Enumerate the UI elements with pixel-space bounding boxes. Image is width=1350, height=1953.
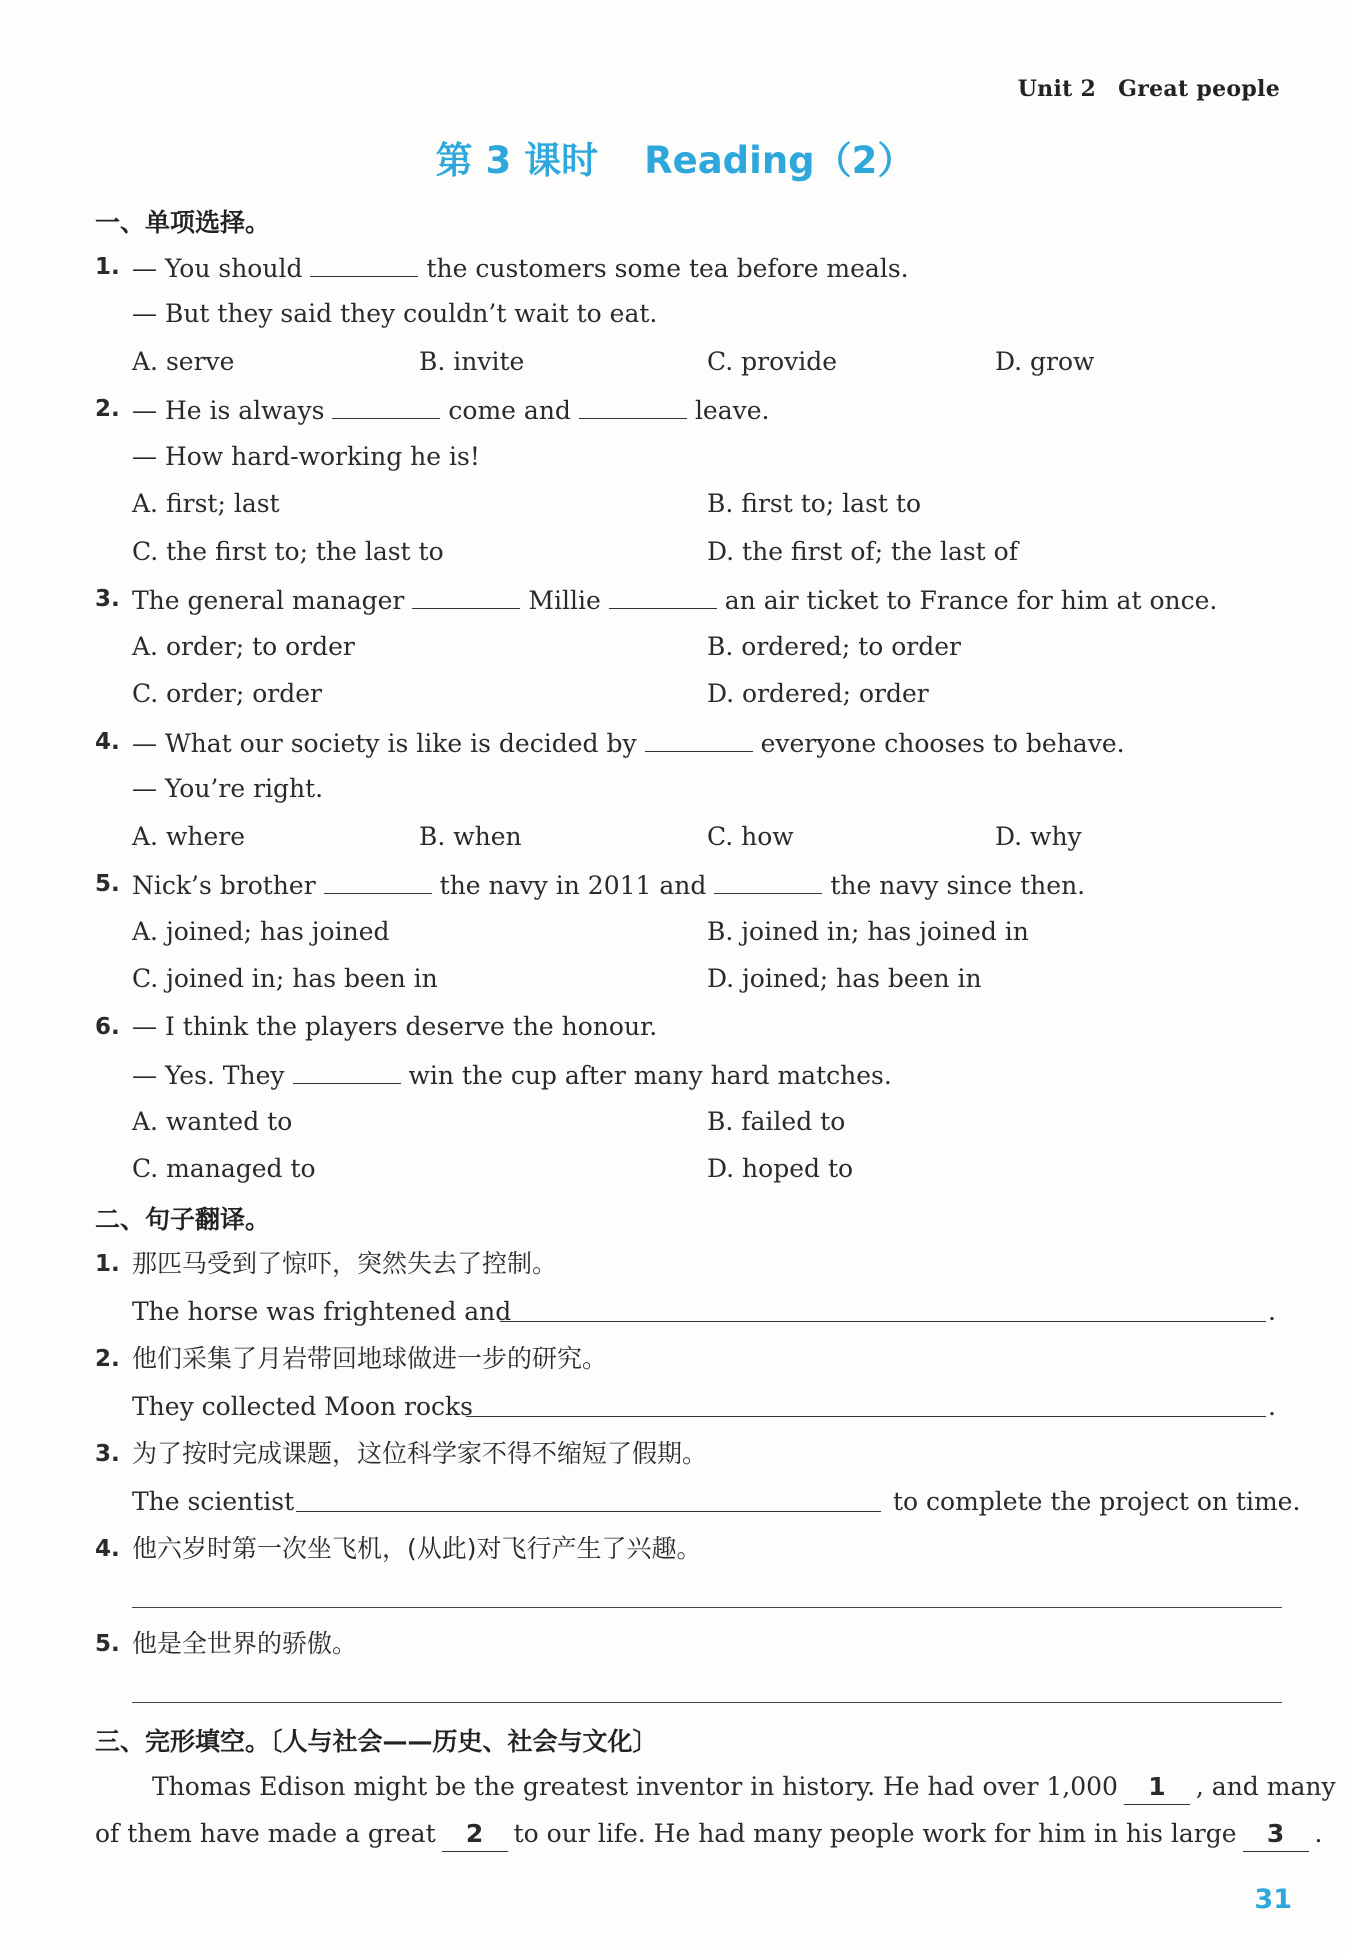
answer-blank[interactable]: [645, 725, 753, 752]
passage-text: to our life. He had many people work for him in his large: [513, 1819, 1237, 1848]
question-text: — What our society is like is decided by: [132, 729, 637, 758]
section1-heading: 一、单项选择。: [95, 208, 271, 237]
question-text: Millie: [528, 586, 601, 615]
page-title: [0, 130, 1350, 184]
chinese-sentence: 为了按时完成课题，这位科学家不得不缩短了假期。: [132, 1439, 708, 1468]
english-prompt: The horse was frightened and: [132, 1297, 512, 1326]
option-d[interactable]: D. the first of; the last of: [707, 537, 1018, 566]
chinese-sentence: 那匹马受到了惊吓，突然失去了控制。: [132, 1249, 558, 1278]
option-c[interactable]: C. the first to; the last to: [132, 537, 444, 566]
option-c[interactable]: C. provide: [707, 347, 838, 376]
title-en: Reading（2）: [644, 139, 915, 182]
option-b[interactable]: B. when: [419, 822, 522, 851]
answer-blank[interactable]: [609, 582, 717, 609]
question-text: The general manager: [132, 586, 405, 615]
chinese-sentence: 他们采集了月岩带回地球做进一步的研究。: [132, 1344, 608, 1373]
cloze-blank-1[interactable]: 1: [1124, 1770, 1190, 1805]
question-number: 2.: [95, 396, 120, 422]
option-d[interactable]: D. joined; has been in: [707, 964, 982, 993]
chinese-sentence: 他六岁时第一次坐飞机，(从此)对飞行产生了兴趣。: [132, 1534, 702, 1563]
item-number: 2.: [95, 1346, 120, 1372]
title-cn: 第 3 课时: [435, 139, 599, 182]
answer-blank[interactable]: [714, 867, 822, 894]
option-a[interactable]: A. first; last: [132, 489, 280, 518]
english-prompt-end: to complete the project on time.: [893, 1487, 1301, 1516]
sentence-end: .: [1268, 1297, 1276, 1326]
question-text: leave.: [694, 396, 770, 425]
option-c[interactable]: C. managed to: [132, 1154, 316, 1183]
answer-line[interactable]: [466, 1390, 1266, 1417]
option-a[interactable]: A. where: [132, 822, 245, 851]
question-text: — You should: [132, 254, 303, 283]
option-a[interactable]: A. joined; has joined: [132, 917, 390, 946]
question-text: everyone chooses to behave.: [760, 729, 1125, 758]
item-number: 3.: [95, 1441, 120, 1467]
cloze-blank-3[interactable]: 3: [1243, 1817, 1309, 1852]
option-c[interactable]: C. joined in; has been in: [132, 964, 438, 993]
question-text: the customers some tea before meals.: [426, 254, 909, 283]
answer-blank[interactable]: [332, 392, 440, 419]
option-b[interactable]: B. ordered; to order: [707, 632, 961, 661]
item-number: 5.: [95, 1631, 120, 1657]
running-header: [1018, 76, 1280, 102]
option-d[interactable]: D. why: [995, 822, 1082, 851]
question-text: — But they said they couldn’t wait to eat.: [132, 299, 658, 328]
question-text: Nick’s brother: [132, 871, 316, 900]
question-text: — I think the players deserve the honour.: [132, 1012, 658, 1041]
question-text: an air ticket to France for him at once.: [724, 586, 1218, 615]
question-text: win the cup after many hard matches.: [408, 1061, 892, 1090]
answer-line[interactable]: [132, 1702, 1282, 1703]
item-number: 4.: [95, 1536, 120, 1562]
section2-heading: 二、句子翻译。: [95, 1205, 271, 1234]
question-number: 3.: [95, 586, 120, 612]
page-number: 31: [1254, 1884, 1292, 1915]
passage-text: .: [1314, 1819, 1323, 1848]
question-number: 4.: [95, 729, 120, 755]
option-d[interactable]: D. ordered; order: [707, 679, 929, 708]
answer-blank[interactable]: [293, 1057, 401, 1084]
answer-blank[interactable]: [310, 250, 418, 277]
passage-text: of them have made a great: [95, 1819, 436, 1848]
answer-blank[interactable]: [324, 867, 432, 894]
passage-text: Thomas Edison might be the greatest inventor in history. He had over 1,000: [152, 1772, 1118, 1801]
option-d[interactable]: D. hoped to: [707, 1154, 854, 1183]
option-a[interactable]: A. order; to order: [132, 632, 355, 661]
question-text: the navy in 2011 and: [439, 871, 707, 900]
question-text: — Yes. They: [132, 1061, 285, 1090]
option-c[interactable]: C. order; order: [132, 679, 323, 708]
option-b[interactable]: B. failed to: [707, 1107, 846, 1136]
answer-blank[interactable]: [579, 392, 687, 419]
section3-heading: 三、完形填空。〔人与社会——历史、社会与文化〕: [95, 1727, 658, 1756]
answer-line[interactable]: [132, 1607, 1282, 1608]
question-text: — You’re right.: [132, 774, 324, 803]
option-a[interactable]: A. wanted to: [132, 1107, 293, 1136]
question-text: — How hard-working he is!: [132, 442, 480, 471]
item-number: 1.: [95, 1251, 120, 1277]
option-b[interactable]: B. first to; last to: [707, 489, 922, 518]
cloze-blank-2[interactable]: 2: [442, 1817, 508, 1852]
sentence-end: .: [1268, 1392, 1276, 1421]
answer-blank[interactable]: [412, 582, 520, 609]
chinese-sentence: 他是全世界的骄傲。: [132, 1629, 358, 1658]
header-topic: Great people: [1118, 76, 1280, 102]
option-c[interactable]: C. how: [707, 822, 794, 851]
question-text: the navy since then.: [830, 871, 1086, 900]
english-prompt: The scientist: [132, 1487, 295, 1516]
option-a[interactable]: A. serve: [132, 347, 235, 376]
option-d[interactable]: D. grow: [995, 347, 1095, 376]
question-number: 5.: [95, 871, 120, 897]
english-prompt: They collected Moon rocks: [132, 1392, 474, 1421]
option-b[interactable]: B. invite: [419, 347, 525, 376]
question-number: 6.: [95, 1014, 120, 1040]
header-unit: Unit 2: [1017, 76, 1097, 102]
question-number: 1.: [95, 254, 120, 280]
passage-text: , and many: [1195, 1772, 1336, 1801]
question-text: — He is always: [132, 396, 325, 425]
option-b[interactable]: B. joined in; has joined in: [707, 917, 1029, 946]
answer-line[interactable]: [296, 1485, 881, 1512]
answer-line[interactable]: [500, 1295, 1266, 1322]
question-text: come and: [448, 396, 571, 425]
